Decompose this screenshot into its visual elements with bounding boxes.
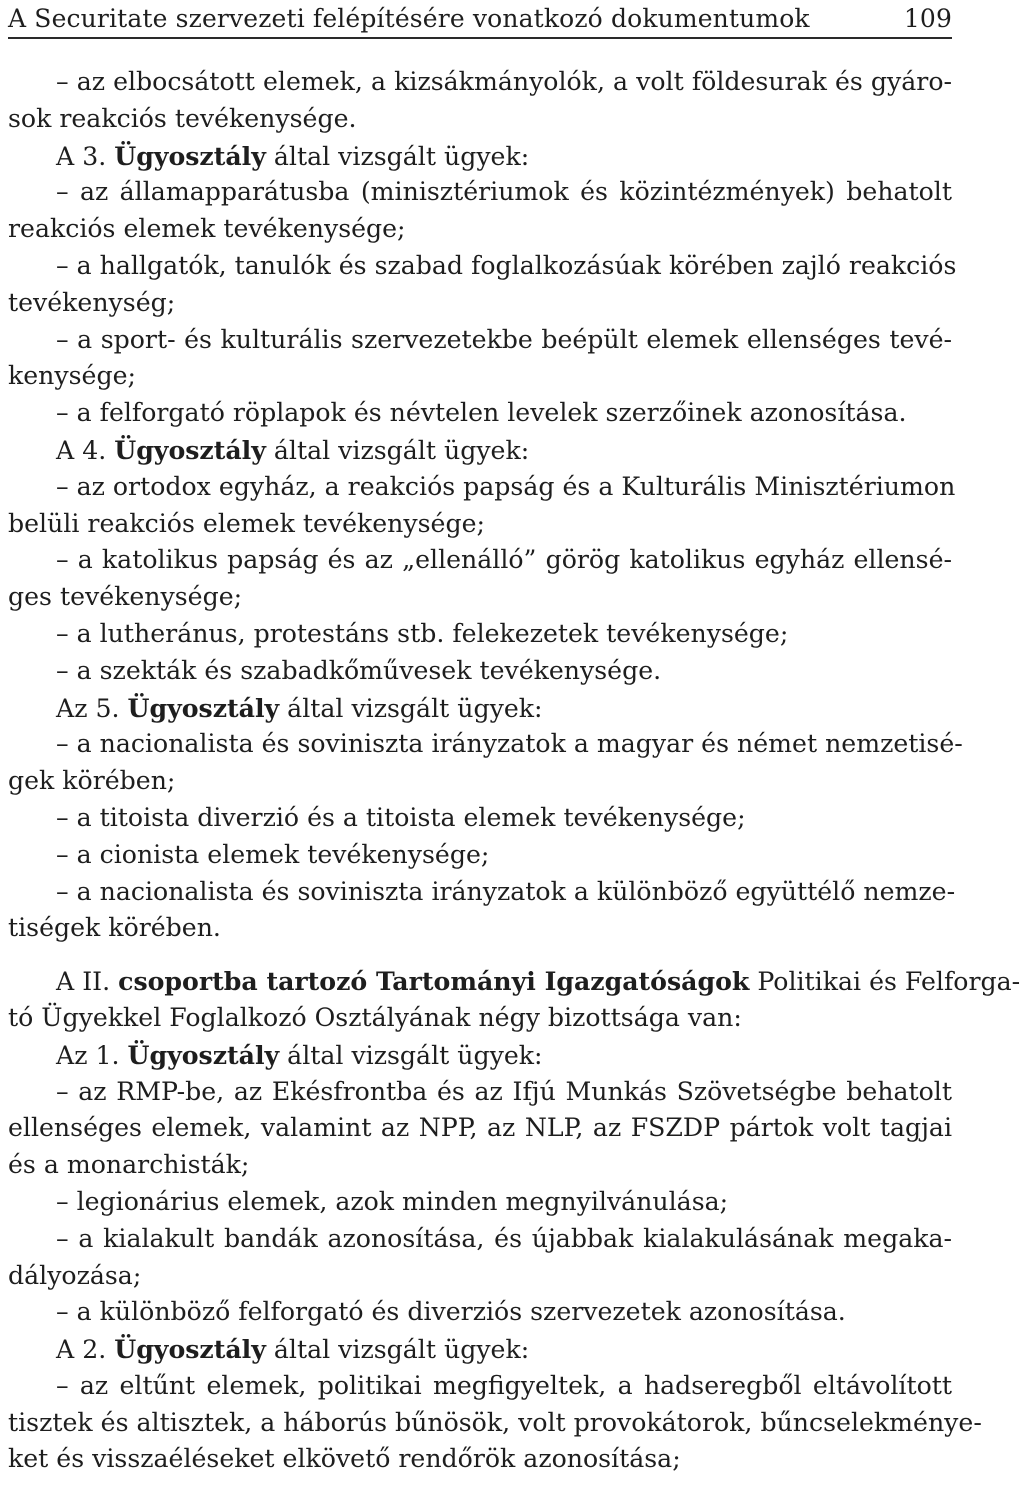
heading-suffix: által vizsgált ügyek: [279, 693, 543, 723]
heading-suffix: Politikai és Felforga- [749, 967, 1020, 997]
section-heading-line [8, 138, 952, 175]
running-title: A Securitate szervezeti felépítésére vonatkozó dokumentumok [8, 4, 810, 33]
text-line: ges tevékenysége; [8, 582, 243, 612]
page-number: 109 [903, 4, 952, 33]
section-heading-line [8, 690, 952, 727]
text-line: – a hallgatók, tanulók és szabad foglalkozásúak körében zajló reakciós [56, 250, 957, 280]
text-line: – a nacionalista és soviniszta irányzatok a magyar és német nemzetisé- [56, 729, 963, 759]
text-line: sok reakciós tevékenysége. [8, 103, 357, 133]
text-line: kenysége; [8, 361, 136, 391]
text-line: – a titoista diverzió és a titoista elemek tevékenysége; [56, 802, 746, 832]
heading-emphasis: Ügyosztály [114, 140, 266, 171]
text-line: ellenséges elemek, valamint az NPP, az NLP, az FSZDP pártok volt tagjai [8, 1113, 952, 1143]
heading-emphasis: csoportba tartozó Tartományi Igazgatóságok [118, 966, 750, 997]
paragraph-gap [8, 947, 952, 963]
text-line: – legionárius elemek, azok minden megnyilvánulása; [56, 1186, 729, 1216]
text-line: – a lutheránus, protestáns stb. felekezetek tevékenysége; [56, 618, 789, 648]
text-line: reakciós elemek tevékenysége; [8, 214, 406, 244]
text-line: gek körében; [8, 766, 176, 796]
text-line: – az RMP-be, az Ekésfrontba és az Ifjú Munkás Szövetségbe behatolt [56, 1076, 952, 1106]
text-line: dályozása; [8, 1260, 142, 1290]
text-line: – az ortodox egyház, a reakciós papság és a Kulturális Minisztériumon [56, 471, 956, 501]
heading-emphasis: Ügyosztály [114, 1334, 266, 1365]
text-line: ket és visszaéléseket elkövető rendőrök azonosítása; [8, 1444, 681, 1474]
heading-emphasis: Ügyosztály [127, 1039, 280, 1070]
heading-suffix: által vizsgált ügyek: [279, 1040, 543, 1070]
heading-prefix: A 2. [56, 1335, 115, 1365]
heading-emphasis: Ügyosztály [127, 692, 280, 723]
text-line: – az elbocsátott elemek, a kizsákmányolók, a volt földesurak és gyáro- [56, 67, 952, 96]
heading-prefix: A II. [56, 967, 119, 997]
heading-prefix: Az 5. [56, 693, 128, 723]
text-line: – a felforgató röplapok és névtelen levelek szerzőinek azonosítása. [56, 398, 907, 428]
heading-emphasis: Ügyosztály [114, 434, 266, 465]
heading-suffix: által vizsgált ügyek: [265, 141, 530, 171]
text-line: tiségek körében. [8, 913, 221, 943]
text-line: – a szekták és szabadkőművesek tevékenysége. [56, 655, 662, 685]
heading-prefix: A 4. [56, 435, 115, 465]
text-line: és a monarchisták; [8, 1150, 250, 1180]
text-line: tisztek és altisztek, a háborús bűnösök, volt provokátorok, bűncselekménye- [8, 1407, 982, 1437]
text-line: – a katolikus papság és az „ellenálló” görög katolikus egyház ellensé- [56, 545, 952, 575]
section-heading-line [8, 963, 1020, 1000]
running-header [8, 0, 952, 39]
text-line: tevékenység; [8, 287, 176, 317]
text-line: – a nacionalista és soviniszta irányzatok a különböző együttélő nemze- [56, 876, 956, 906]
text-line: – a cionista elemek tevékenysége; [56, 839, 490, 869]
section-heading-line [8, 1037, 952, 1074]
text-line: belüli reakciós elemek tevékenysége; [8, 508, 485, 538]
heading-suffix: által vizsgált ügyek: [265, 435, 530, 465]
section-heading-line [8, 1331, 952, 1368]
text-line: tó Ügyekkel Foglalkozó Osztályának négy bizottsága van: [8, 1002, 742, 1032]
text-line: – a különböző felforgató és diverziós szervezetek azonosítása. [56, 1297, 846, 1327]
heading-prefix: Az 1. [56, 1040, 128, 1070]
text-line: – a sport- és kulturális szervezetekbe beépült elemek ellenséges tevé- [56, 324, 952, 354]
text-line: – az eltűnt elemek, politikai megfigyeltek, a hadseregből eltávolított [56, 1370, 952, 1400]
body-text [8, 64, 1020, 1478]
section-heading-line [8, 432, 952, 469]
text-line: – a kialakult bandák azonosítása, és újabbak kialakulásának megaka- [56, 1223, 952, 1253]
text-line: – az államapparátusba (minisztériumok és közintézmények) behatolt [56, 177, 952, 207]
heading-suffix: által vizsgált ügyek: [265, 1335, 530, 1365]
heading-prefix: A 3. [56, 141, 115, 171]
